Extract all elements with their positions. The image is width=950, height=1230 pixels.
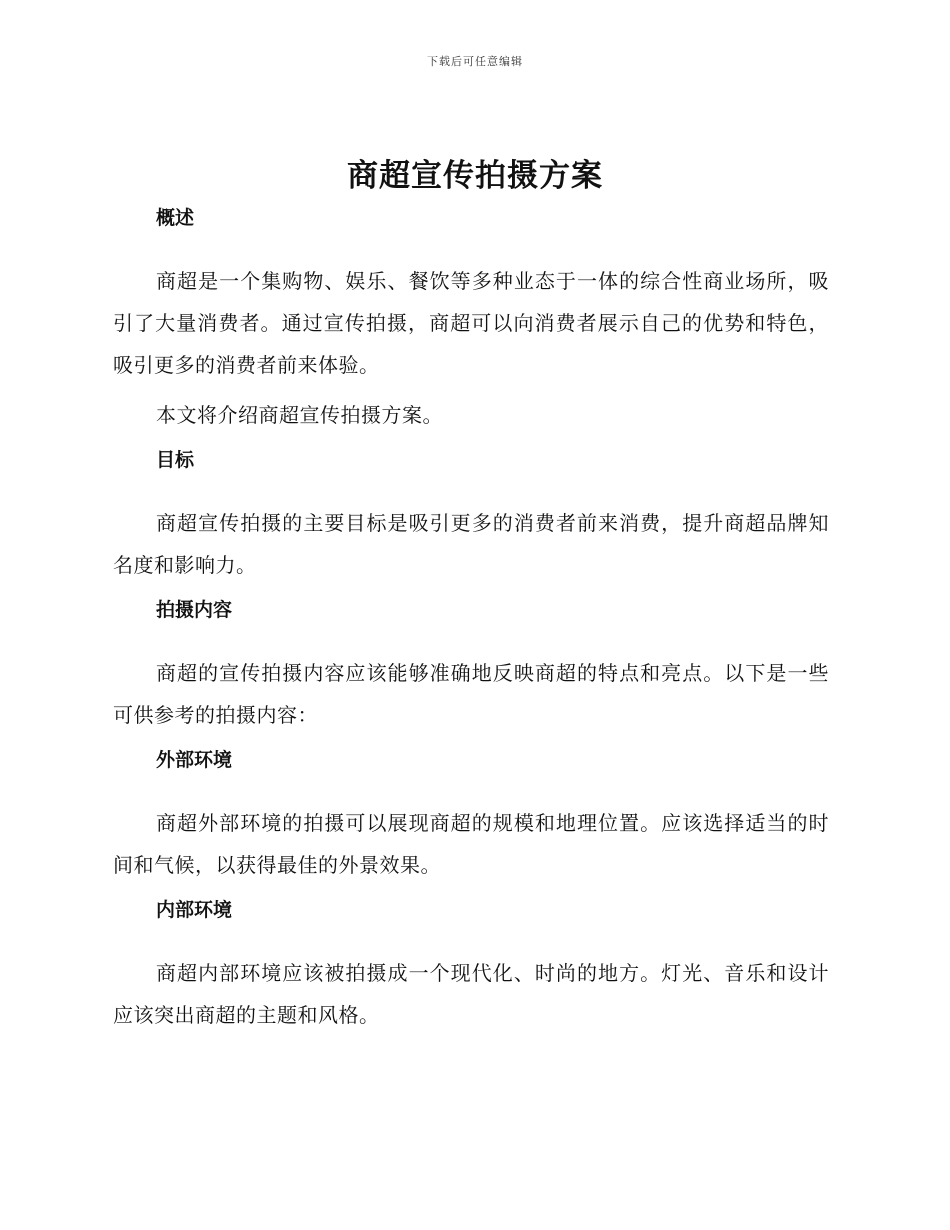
content-paragraph: 商超的宣传拍摄内容应该能够准确地反映商超的特点和亮点。以下是一些可供参考的拍摄内容： <box>113 661 829 727</box>
section-heading-content: 拍摄内容 <box>156 599 233 621</box>
section-heading-goal: 目标 <box>156 449 195 471</box>
document-body <box>113 204 829 1036</box>
document-title: 商超宣传拍摄方案 <box>347 158 603 194</box>
section-heading-overview: 概述 <box>156 207 195 229</box>
overview-paragraph-1: 商超是一个集购物、娱乐、餐饮等多种业态于一体的综合性商业场所，吸引了大量消费者。通过宣传拍摄，商超可以向消费者展示自己的优势和特色，吸引更多的消费者前来体验。 <box>113 269 829 377</box>
section-heading-exterior: 外部环境 <box>156 749 233 771</box>
page-header: 下载后可任意编辑 <box>427 55 523 68</box>
interior-paragraph: 商超内部环境应该被拍摄成一个现代化、时尚的地方。灯光、音乐和设计应该突出商超的主题和风格。 <box>113 961 829 1027</box>
overview-paragraph-2: 本文将介绍商超宣传拍摄方案。 <box>156 403 443 427</box>
goal-paragraph: 商超宣传拍摄的主要目标是吸引更多的消费者前来消费，提升商超品牌知名度和影响力。 <box>113 511 829 577</box>
section-heading-interior: 内部环境 <box>156 899 233 921</box>
exterior-paragraph: 商超外部环境的拍摄可以展现商超的规模和地理位置。应该选择适当的时间和气候，以获得最佳的外景效果。 <box>113 811 829 877</box>
